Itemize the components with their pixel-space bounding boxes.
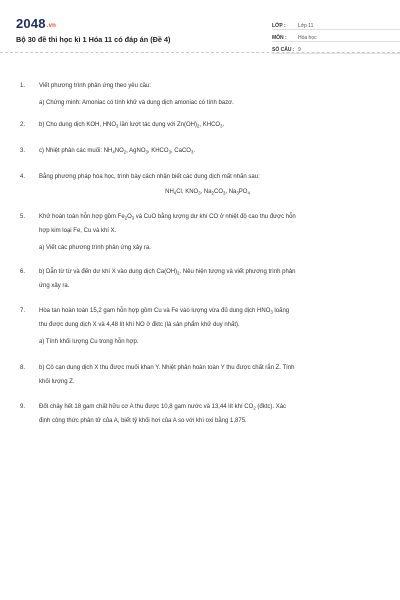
site-logo[interactable]: 2048.vn xyxy=(16,16,57,31)
question-3 xyxy=(20,145,376,157)
question-7 xyxy=(20,305,376,348)
question-6 xyxy=(20,266,376,292)
question-text: Hòa tan hoàn toàn 15,2 gam hỗn hợp gồm Cu và Fe vào lượng vừa đủ dung dịch $HNO_3$ loãng xyxy=(39,308,290,315)
question-subpart: a) Tính khối lượng Cu trong hỗn hợp. xyxy=(39,339,139,345)
question-text: Bằng phương pháp hóa học, trình bày cách nhận biết các dung dịch mất nhãn sau: xyxy=(39,174,260,180)
question-number: 1. xyxy=(20,83,26,89)
question-number: 3. xyxy=(20,148,26,154)
question-number: 2. xyxy=(20,122,26,128)
question-list xyxy=(20,80,376,427)
question-9 xyxy=(20,401,376,427)
question-number: 6. xyxy=(20,269,26,275)
question-subpart: a) Viết các phương trình phản ứng xảy ra. xyxy=(39,245,151,251)
question-text: b) Cô cạn dung dịch X thu được muối khan Y. Nhiệt phân hoàn toàn Y thu được chất rắn Z. Tính xyxy=(39,365,295,371)
question-text: Viết phương trình phản ứng theo yêu cầu: xyxy=(39,83,151,89)
question-8 xyxy=(20,362,376,388)
question-1 xyxy=(20,80,376,109)
meta-row-class: LỚP : Lớp 11 xyxy=(272,18,400,30)
question-text-cont: hợp kim loại Fe, Cu và khí X. xyxy=(39,228,117,234)
meta-row-subject: MÔN : Hóa học xyxy=(272,30,400,42)
question-text-cont: khối lượng Z. xyxy=(39,379,75,385)
question-4 xyxy=(20,171,376,198)
question-text-cont: định công thức phân tử của A, biết tỷ khối hơi của A so với khí oxi bằng 1,875. xyxy=(39,418,247,424)
solution-list: $NH_4Cl$, $KNO_3$, $Na_2CO_3$, $Na_3PO_4$ xyxy=(165,189,250,196)
question-number: 5. xyxy=(20,214,26,220)
question-text: Khử hoàn toàn hỗn hợp gồm $Fe_2O_3$ và CuO bằng lượng dư khí CO ở nhiệt độ cao thu được hỗn xyxy=(39,214,296,221)
question-number: 9. xyxy=(20,404,26,410)
question-5 xyxy=(20,211,376,254)
question-text: b) Cho dung dịch KOH, $HNO_3$ lần lượt tác dụng với $Zn(OH)_2$, $KHCO_3$. xyxy=(39,122,225,129)
question-text-cont: ứng xảy ra. xyxy=(39,283,70,289)
question-text-cont: thu được dung dịch X và 4,48 lít khí NO ở đktc (là sản phẩm khử duy nhất). xyxy=(39,322,240,328)
question-subpart: a) Chứng minh: Amoniac có tính khử và dung dịch amoniac có tính bazơ. xyxy=(39,100,234,106)
meta-row-question-count: SỐ CÂU : 9 xyxy=(272,42,400,54)
question-number: 4. xyxy=(20,174,26,180)
question-text: c) Nhiệt phân các muối: $NH_4NO_2$, AgNO$_3$, $KHCO_3$, CaCO$_3$. xyxy=(39,148,196,155)
question-text: b) Dẫn từ từ và đến dư khí X vào dung dịch $Ca(OH)_2$. Nêu hiện tượng và viết phương trình phản xyxy=(39,269,296,276)
question-number: 8. xyxy=(20,365,26,371)
document-title: Bộ 30 đề thi học kì 1 Hóa 11 có đáp án (Đề 4) xyxy=(16,35,171,44)
question-2 xyxy=(20,119,376,131)
question-text: Đốt cháy hết 18 gam chất hữu cơ A thu được 10,8 gam nước và 13,44 lít khí $CO_2$ (đktc). Xác xyxy=(39,404,287,411)
header-divider xyxy=(0,52,400,53)
meta-info xyxy=(272,18,400,54)
question-number: 7. xyxy=(20,308,26,314)
